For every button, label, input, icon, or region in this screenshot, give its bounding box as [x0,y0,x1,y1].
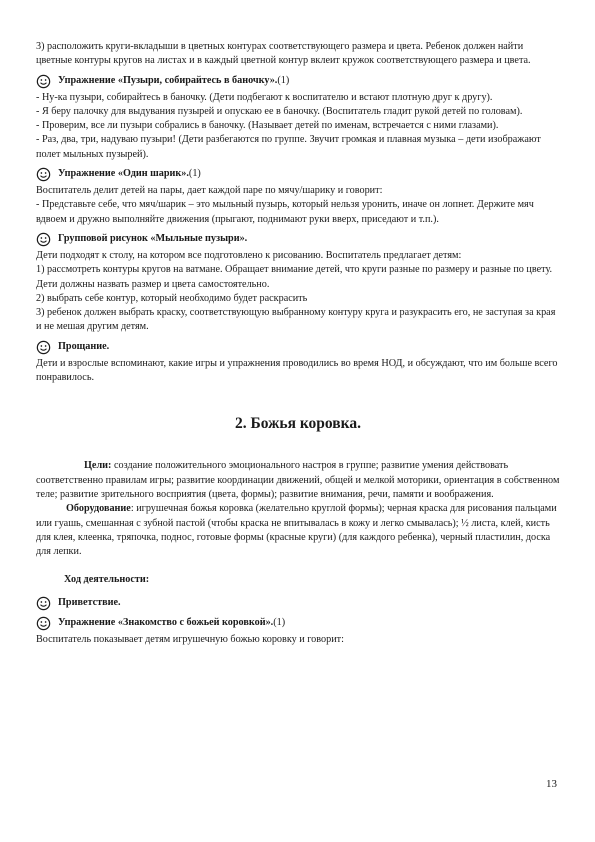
paragraph: Дети и взрослые вспоминают, какие игры и упражнения проводились во время НОД, и обсуждают, что им больше всего понравилось. [36,357,558,384]
heading-text: Групповой рисунок «Мыльные пузыри». [58,233,248,245]
smiley-icon [36,167,51,182]
smiley-icon [36,596,51,611]
paragraph: 3) ребенок должен выбрать краску, соответствующую выбранному контуру круга и разукрасить его, не заступая за края и не мешая другим детям. [36,307,556,333]
section-heading-drawing [36,232,560,247]
heading-text: Приветствие. [58,597,121,609]
paragraph: - Я беру палочку для выдувания пузырей и опускаю ее в баночку. (Воспитатель гладит рукой детей по головам). [36,105,523,117]
paragraph: 2) выбрать себе контур, который необходимо будет раскрасить [36,292,308,304]
equipment-paragraph [36,502,560,559]
section-heading-greeting [36,596,560,611]
paragraph: Воспитатель показывает детям игрушечную божью коровку и говорит: [36,633,344,645]
paragraph: - Ну-ка пузыри, собирайтесь в баночку. (Дети подбегают к воспитателю и встают плотную друг к другу). [36,91,493,103]
document-page [36,40,560,647]
paragraph: Дети подходят к столу, на котором все подготовлено к рисованию. Воспитатель предлагает детям: [36,249,462,261]
heading-ref: (1) [188,168,201,180]
smiley-icon [36,232,51,247]
goals-paragraph [36,459,560,502]
section-heading-farewell [36,340,560,355]
heading-text: Упражнение «Один шарик». [58,168,189,180]
equipment-label: Оборудование [66,503,131,515]
smiley-icon [36,340,51,355]
paragraph: 1) рассмотреть контуры кругов на ватмане. Обращает внимание детей, что круги разные по размеру и разные по цвету. Дети должны назвать размер и цвета самостоятельно. [36,264,553,290]
section-title: 2. Божья коровка. [235,415,361,433]
heading-text: Прощание. [58,341,110,353]
page-number: 13 [546,778,557,790]
heading-text: Упражнение «Знакомство с божьей коровкой». [58,617,274,629]
goals-label: Цели: [84,460,112,472]
paragraph: - Представьте себе, что мяч/шарик – это мыльный пузырь, который нельзя уронить, иначе он лопнет. Держите мяч вдвоем и дружно выполняйте движения (прыгают, поднимают руки вверх, приседают и т.п.). [36,199,534,225]
paragraph: - Раз, два, три, надуваю пузыри! (Дети разбегаются по группе. Звучит громкая и плавная музыка – дети изображают полет мыльных пузырей). [36,134,541,160]
equipment-text: : игрушечная божья коровка (желательно круглой формы); черная краска для рисования пальцами или гуашь, смешанная с зубной пастой (чтобы краска не впитывалась в кожу и легко смывалась); ½ листа, клей, кисть для клея, клеенка, тряпочка, поднос, готовые формы (красные круги) (для каждого ребенка), черный пластилин, доска для лепки. [36,503,557,558]
heading-text: Упражнение «Пузыри, собирайтесь в баночку». [58,74,278,86]
heading-ref: (1) [273,617,286,629]
goals-text: создание положительного эмоционального настроя в группе; развитие умения действовать соответственно правилам игры; развитие координации движений, общей и мелкой моторики, ориентация в собственном теле; развитие зрительного восприятия (цвета, формы); развитие внимания, речи, памяти и воображения. [36,460,560,500]
course-title: Ход деятельности: [64,574,150,586]
heading-ref: (1) [277,74,290,86]
section-heading-ladybug [36,616,560,631]
paragraph: Воспитатель делит детей на пары, дает каждой паре по мячу/шарику и говорит: [36,185,383,197]
paragraph: 3) расположить круги-вкладыши в цветных контурах соответствующего размера и цвета. Ребенок должен найти цветные контуры кругов на листах и в каждый цветной контур вклеит кружок соответствующего размера и цвета. [36,41,531,67]
smiley-icon [36,74,51,89]
section-heading-ball [36,167,560,182]
section-heading-bubbles [36,74,560,89]
paragraph: - Проверим, все ли пузыри собрались в баночку. (Называет детей по именам, встречается с ними глазами). [36,120,499,132]
smiley-icon [36,616,51,631]
